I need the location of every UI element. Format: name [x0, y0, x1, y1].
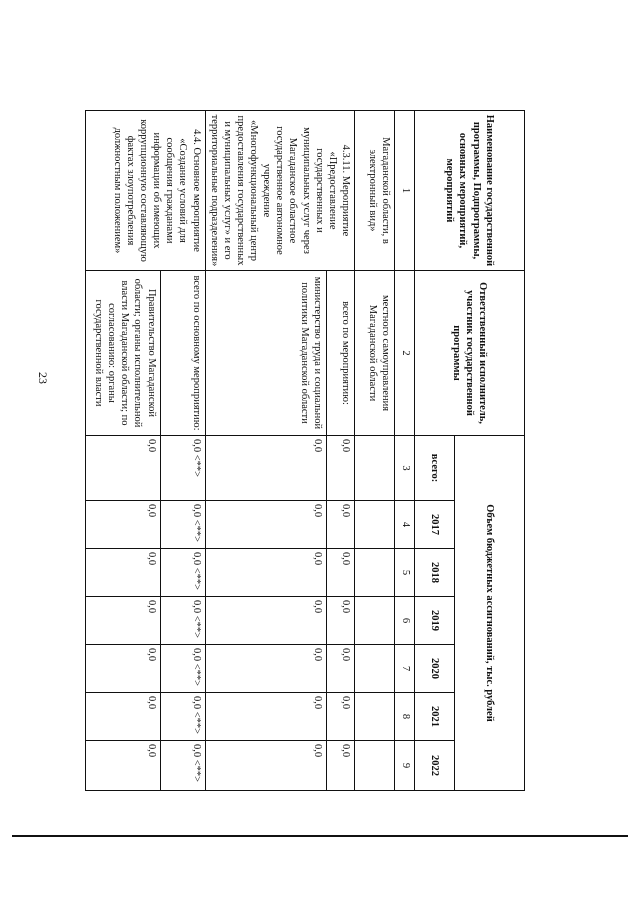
cell-value: 0,0 <**> — [160, 597, 205, 645]
cell-value: 0,0 — [326, 597, 354, 645]
cell-value: 0,0 — [85, 741, 160, 791]
header-year: 2017 — [415, 501, 455, 549]
table-row — [355, 111, 395, 791]
column-index: 9 — [395, 741, 415, 791]
cell-value: 0,0 — [205, 645, 326, 693]
cell-value — [355, 693, 395, 741]
budget-table-rotated — [93, 110, 525, 790]
cell-value: 0,0 — [205, 741, 326, 791]
cell-value: 0,0 — [85, 645, 160, 693]
column-index: 4 — [395, 501, 415, 549]
column-index: 1 — [395, 111, 415, 271]
cell-value: 0,0 — [205, 549, 326, 597]
cell-value: 0,0 — [326, 741, 354, 791]
header-executor: Ответственный исполнитель, участник государственной программы — [415, 271, 525, 436]
budget-table — [85, 110, 525, 791]
header-budget: Объем бюджетных ассигнований, тыс. рублей — [455, 436, 525, 791]
divider-line — [12, 835, 628, 837]
column-index: 6 — [395, 597, 415, 645]
cell-value: 0,0 — [326, 501, 354, 549]
row-name: 4.4. Основное мероприятие «Создание условий для сообщения гражданами информации об имеющих коррупционную составляющую фактах злоупотребления должностным положением» — [85, 111, 205, 271]
header-year: 2020 — [415, 645, 455, 693]
row-name: 4.3.11. Мероприятие «Предоставление государственных и муниципальных услуг через Магаданское областное государственное автономное учреждение «Многофункциональный центр предоставления государственных и муниципальных услуг» и его территориальные подразделения» — [205, 111, 354, 271]
cell-value: 0,0 — [326, 693, 354, 741]
cell-value: 0,0 — [85, 693, 160, 741]
row-name: Магаданской области, в электронный вид» — [355, 111, 395, 271]
cell-value: 0,0 <**> — [160, 693, 205, 741]
cell-value: 0,0 — [326, 549, 354, 597]
cell-value — [355, 741, 395, 791]
table-row — [160, 111, 205, 791]
row-executor: Правительство Магаданской области; органы исполнительной власти Магаданской области; по согласованию: органы государственной власти — [85, 271, 160, 436]
cell-total: 0,0 — [326, 436, 354, 501]
cell-value: 0,0 <**> — [160, 645, 205, 693]
row-executor: министерство труда и социальной политики Магаданской области — [205, 271, 326, 436]
cell-value: 0,0 — [85, 549, 160, 597]
column-index: 7 — [395, 645, 415, 693]
row-executor: местного самоуправления Магаданской области — [355, 271, 395, 436]
cell-value — [355, 501, 395, 549]
header-year: 2022 — [415, 741, 455, 791]
column-index: 3 — [395, 436, 415, 501]
row-executor: всего по основному мероприятию: — [160, 271, 205, 436]
cell-value: 0,0 — [85, 597, 160, 645]
header-year: 2019 — [415, 597, 455, 645]
cell-value: 0,0 — [205, 693, 326, 741]
cell-total: 0,0 — [85, 436, 160, 501]
cell-value: 0,0 — [326, 645, 354, 693]
header-total: всего: — [415, 436, 455, 501]
cell-value: 0,0 <**> — [160, 741, 205, 791]
cell-value — [355, 597, 395, 645]
cell-total: 0,0 <**> — [160, 436, 205, 501]
cell-value: 0,0 — [205, 501, 326, 549]
column-index: 2 — [395, 271, 415, 436]
column-index: 5 — [395, 549, 415, 597]
cell-value — [355, 549, 395, 597]
header-name: Наименование государственной программы, Подпрограммы, основных мероприятий, мероприятий — [415, 111, 525, 271]
cell-value: 0,0 — [85, 501, 160, 549]
header-year: 2021 — [415, 693, 455, 741]
cell-value: 0,0 <**> — [160, 549, 205, 597]
row-executor: всего по мероприятию: — [326, 271, 354, 436]
page-number: 23 — [36, 372, 50, 384]
header-year: 2018 — [415, 549, 455, 597]
table-row — [326, 111, 354, 791]
cell-value: 0,0 — [205, 597, 326, 645]
cell-value: 0,0 <**> — [160, 501, 205, 549]
cell-value — [355, 645, 395, 693]
column-index: 8 — [395, 693, 415, 741]
cell-total: 0,0 — [205, 436, 326, 501]
cell-total — [355, 436, 395, 501]
